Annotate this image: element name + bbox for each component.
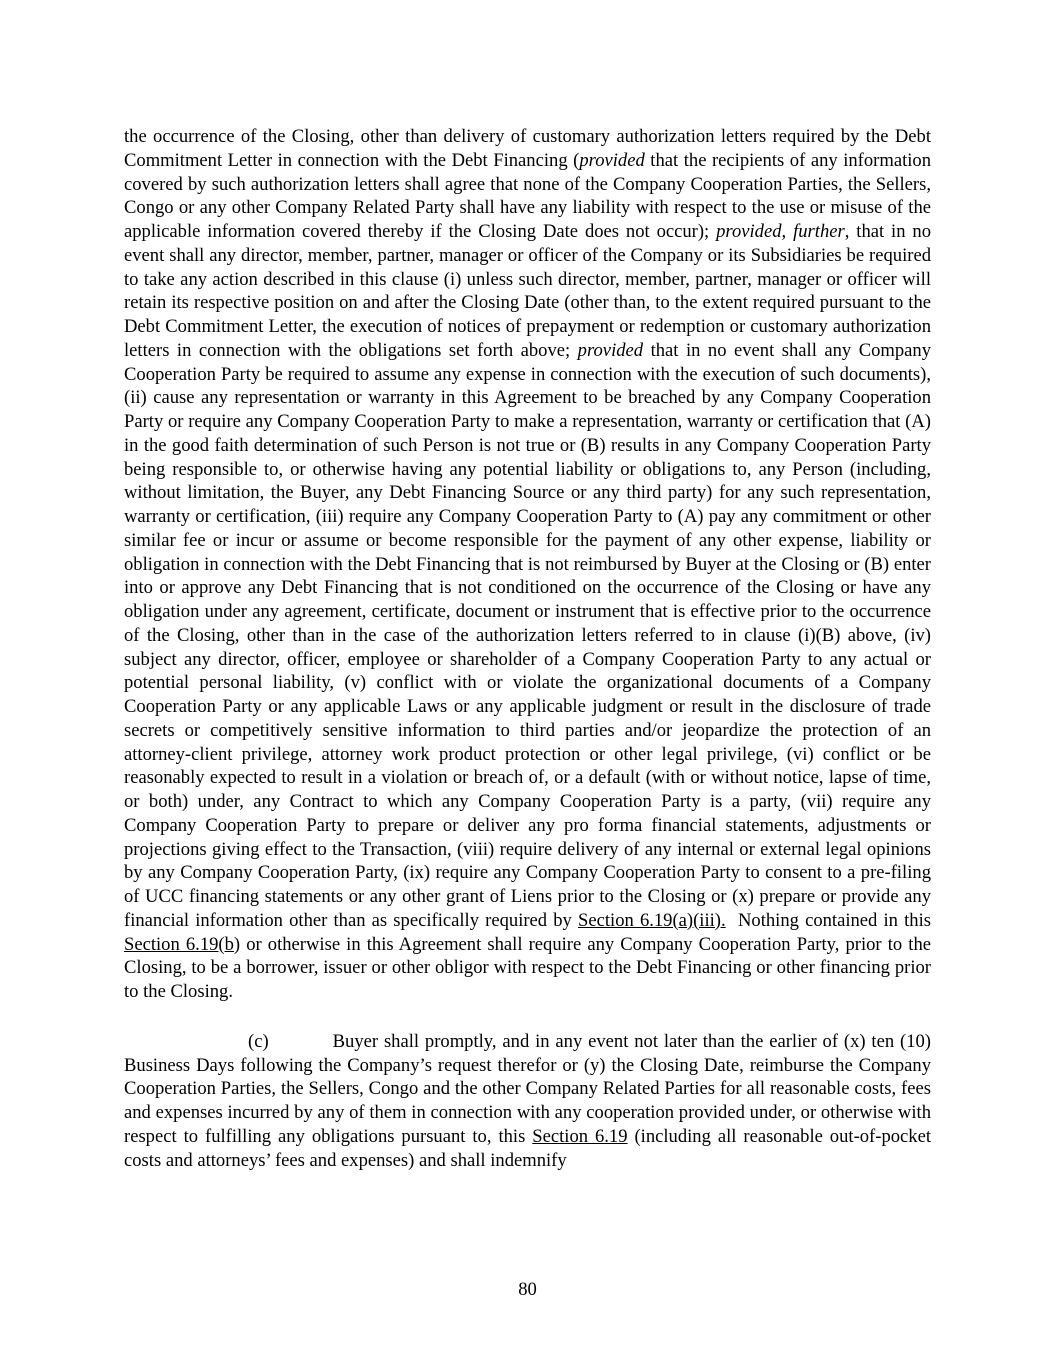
document-page	[124, 125, 936, 1172]
emphasis-provided: provided	[577, 339, 644, 361]
text-run: Nothing contained in this	[725, 909, 936, 931]
text-run: that in no event shall any Company Cooperation Party be required to assume any expense in connection with the execution of such documents), (ii) cause any representation or warranty in this Agreement to be breached by any Company Cooperation Party or require any Company Cooperation Party to make a representation, warranty or certification that (A) in the good faith determination of such Person is not true or (B) results in any Company Cooperation Party being responsible to, or otherwise having any potential liability or obligations to, any Person (including, without limitation, the Buyer, any Debt Financing Source or any third party) for any such representation, warranty or certification, (iii) require any Company Cooperation Party to (A) pay any commitment or other similar fee or incur or assume or become responsible for the payment of any other expense, liability or obligation in connection with the Debt Financing that is not reimbursed by Buyer at the Closing or (B) enter into or approve any Debt Financing that is not conditioned on the occurrence of the Closing or have any obligation under any agreement, certificate, document or instrument that is effective prior to the occurrence of the Closing, other than in the case of the authorization letters referred to in clause (i)(B) above, (iv) subject any director, officer, employee or shareholder of a Company Cooperation Party to any actual or potential personal liability, (v) conflict with or violate the organizational documents of a Company Cooperation Party or any applicable Laws or any applicable judgment or result in the disclosure of trade secrets or competitively sensitive information to third parties and/or jeopardize the protection of an attorney-client privilege, attorney work product protection or other legal privilege, (vi) conflict or be reasonably expected to result in a violation or breach of, or a default (with or without notice, lapse of time, or both) under, any Contract to which any Company Cooperation Party is a party, (vii) require any Company Cooperation Party to prepare or deliver any pro forma financial statements, adjustments or projections giving effect to the Transaction, (viii) require delivery of any internal or external legal opinions by any Company Cooperation Party, (ix) require any Company Cooperation Party to consent to a pre-filing of UCC financing statements or any other grant of Liens prior to the Closing or (x) prepare or provide any financial information other than as specifically required by	[124, 339, 931, 931]
section-reference-6-19-a-iii: Section 6.19(a)(iii).	[578, 909, 726, 931]
paragraph-b-continuation	[124, 125, 936, 1004]
text-run: Buyer shall promptly, and in any event not later than the earlier of (x) ten (10) Business Days following the Company’s request therefor or (y) the Closing Date, reimburse the Company Cooperation Parties, the Sellers, Congo and the other Company Related Parties for all reasonable costs, fees and expenses incurred by any of them in connection with any cooperation provided under, or otherwise with respect to fulfilling any obligations pursuant to, this	[124, 1030, 931, 1147]
paragraph-label: (c)	[248, 1030, 269, 1052]
text-run: that the recipients of any information covered by such authorization letters shall agree that none of the Company Cooperation Parties, the Sellers, Congo or any other Company Related Party shall have any liability with respect to the use or misuse of the applicable information covered thereby if the Closing Date does not occur);	[124, 149, 931, 242]
text-run: (including all reasonable out-of-pocket costs and attorneys’ fees and expenses) and shall indemnify	[124, 1125, 932, 1171]
page-number: 80	[518, 1279, 537, 1300]
section-reference-6-19-b: Section 6.19(b)	[124, 933, 241, 955]
text-run: ,	[781, 221, 794, 242]
emphasis-further: further	[793, 221, 845, 242]
text-run: , that in no event shall any director, member, partner, manager or officer of the Company or its Subsidiaries be required to take any action described in this clause (i) unless such director, member, partner, manager or officer will retain its respective position on and after the Closing Date (other than, to the extent required pursuant to the Debt Commitment Letter, the execution of notices of prepayment or redemption or customary authorization letters in connection with the obligations set forth above;	[124, 221, 931, 361]
section-reference-6-19: Section 6.19	[532, 1125, 628, 1147]
paragraph-c	[124, 1030, 931, 1173]
text-run: or otherwise in this Agreement shall require any Company Cooperation Party, prior to the Closing, to be a borrower, issuer or other obligor with respect to the Debt Financing or other financing prior to the Closing.	[124, 933, 931, 1002]
text-run: the occurrence of the Closing, other than delivery of customary authorization letters required by the Debt Commitment Letter in connection with the Debt Financing (	[124, 126, 931, 171]
emphasis-provided: provided	[579, 149, 645, 171]
emphasis-provided: provided	[716, 221, 782, 242]
